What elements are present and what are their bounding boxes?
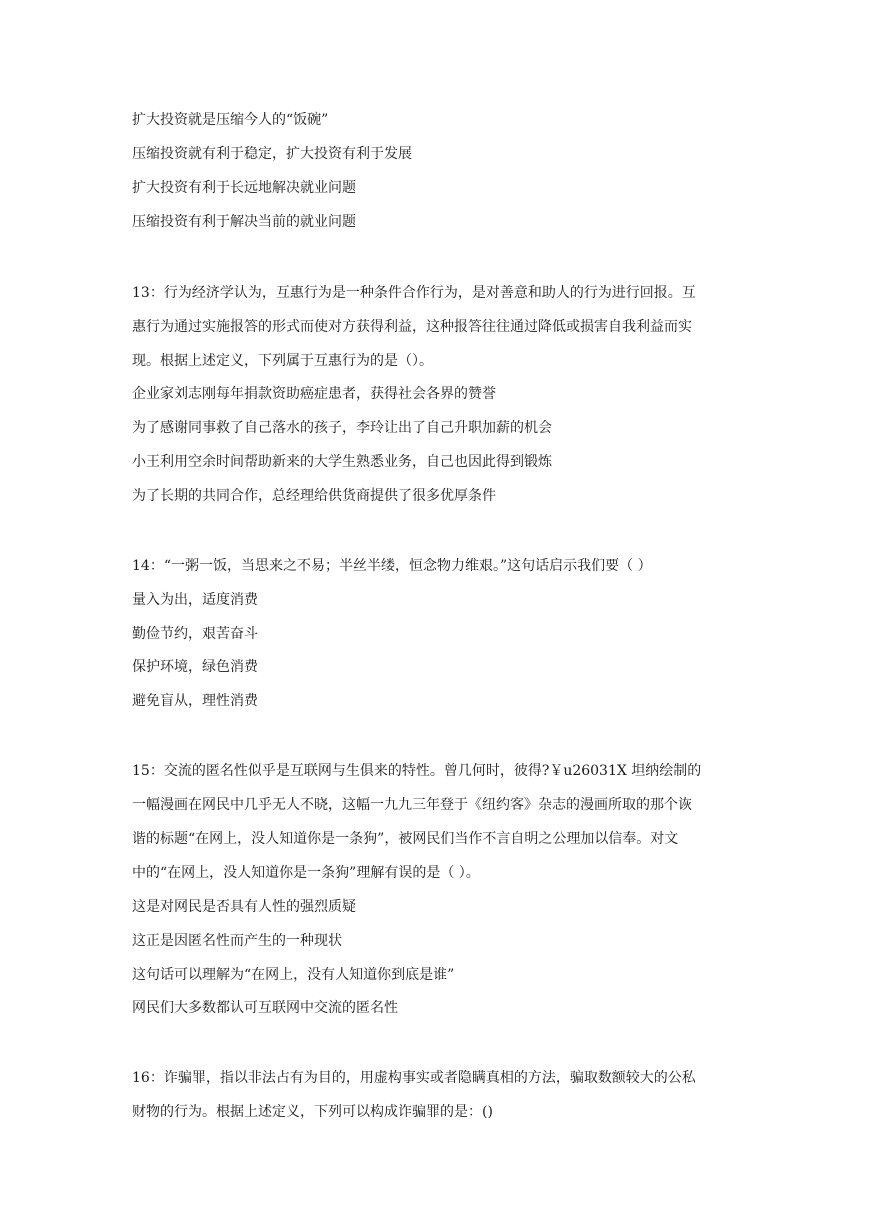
q13-stem-line-3: 现。根据上述定义，下列属于互惠行为的是（）。: [132, 353, 433, 369]
q15-stem-line-3: 谐的标题“在网上，没人知道你是一条狗”，被网民们当作不言自明之公理加以信奉。对文: [132, 831, 679, 847]
q13-option-b: 为了感谢同事救了自己落水的孩子，李玲让出了自己升职加薪的机会: [132, 420, 552, 436]
q14-option-b: 勤俭节约，艰苦奋斗: [132, 626, 258, 642]
q15-stem-line-2: 一幅漫画在网民中几乎无人不晓，这幅一九九三年登于《纽约客》杂志的漫画所取的那个诙: [132, 797, 692, 813]
q15-option-a: 这是对网民是否具有人性的强烈质疑: [132, 899, 356, 915]
q15-stem-line-4: 中的“在网上，没人知道你是一条狗”理解有误的是（ ）。: [132, 865, 480, 881]
prev-option-b: 压缩投资就有利于稳定，扩大投资有利于发展: [132, 146, 412, 162]
q13-option-a: 企业家刘志刚每年捐款资助癌症患者，获得社会各界的赞誉: [132, 386, 496, 402]
prev-option-c: 扩大投资有利于长远地解决就业问题: [132, 180, 356, 196]
prev-option-d: 压缩投资有利于解决当前的就业问题: [132, 214, 356, 230]
q13-stem-line-1: 13：行为经济学认为，互惠行为是一种条件合作行为，是对善意和助人的行为进行回报。互: [132, 285, 696, 301]
q15-option-d: 网民们大多数都认可互联网中交流的匿名性: [132, 1000, 398, 1016]
q13-stem-line-2: 惠行为通过实施报答的形式而使对方获得利益，这种报答往往通过降低或损害自我利益而实: [132, 319, 692, 335]
q13-option-d: 为了长期的共同合作，总经理给供货商提供了很多优厚条件: [132, 488, 496, 504]
q15-stem-line-1: 15：交流的匿名性似乎是互联网与生俱来的特性。曾几何时，彼得?￥u26031X 坦纳绘制的: [132, 763, 702, 779]
q14-option-a: 量入为出，适度消费: [132, 592, 258, 608]
q14-option-d: 避免盲从，理性消费: [132, 693, 258, 709]
q14-stem-line-1: 14：“一粥一饭，当思来之不易；半丝半缕，恒念物力维艰。”这句话启示我们要（ ）: [132, 558, 652, 574]
q15-option-c: 这句话可以理解为“在网上，没有人知道你到底是谁”: [132, 967, 455, 983]
q14-option-c: 保护环境，绿色消费: [132, 659, 258, 675]
q15-option-b: 这正是因匿名性而产生的一种现状: [132, 933, 342, 949]
q13-option-c: 小王利用空余时间帮助新来的大学生熟悉业务，自己也因此得到锻炼: [132, 454, 552, 470]
q16-stem-line-1: 16：诈骗罪，指以非法占有为目的，用虚构事实或者隐瞒真相的方法，骗取数额较大的公私: [132, 1070, 696, 1086]
prev-option-a: 扩大投资就是压缩今人的“饭碗”: [132, 112, 329, 128]
q16-stem-line-2: 财物的行为。根据上述定义，下列可以构成诈骗罪的是：(): [132, 1104, 493, 1120]
